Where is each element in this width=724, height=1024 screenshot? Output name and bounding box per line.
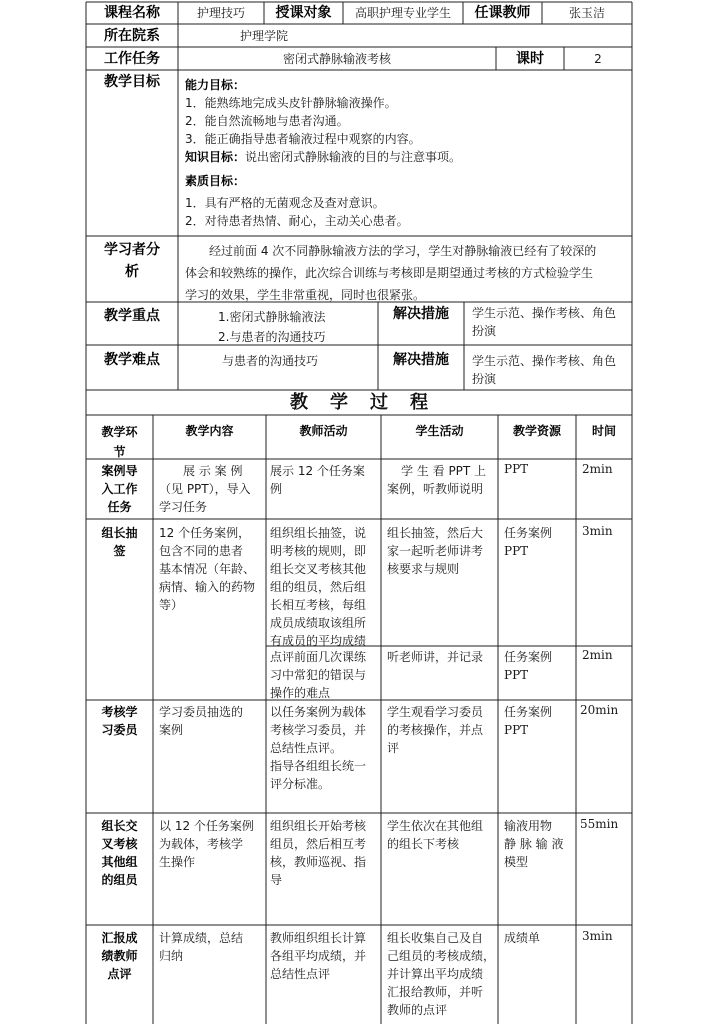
row3-student-line: 评 <box>387 741 400 755</box>
row1-resources <box>504 460 528 478</box>
analysis-text <box>185 240 596 306</box>
row5-student <box>387 929 495 1019</box>
row2-time: 3min <box>582 524 613 538</box>
row3-resource-line: 任务案例 <box>504 705 553 719</box>
header-resources: 教学资源 <box>512 424 561 438</box>
header-content: 教学内容 <box>185 424 234 438</box>
row3-resource-line: PPT <box>504 723 529 737</box>
row4-teacher-line: 导 <box>270 873 283 887</box>
header-stage <box>86 422 153 462</box>
row5-teacher-line: 总结性点评 <box>270 967 331 981</box>
header-teacher: 教师活动 <box>299 424 348 438</box>
row3-teacher-line: 指导各组组长统一 <box>270 759 367 773</box>
row3-time: 20min <box>580 703 619 717</box>
objectives-label: 教学目标 <box>104 74 160 90</box>
key-point-1: 1.密闭式静脉输液法 <box>218 310 326 324</box>
key-points-label: 教学重点 <box>104 308 160 324</box>
row4-content-line: 生操作 <box>159 855 196 869</box>
row2-student-line: 家一起听老师讲考 <box>387 544 484 558</box>
analysis-line-3: 学习的效果，学生非常重视，同时也很紧张。 <box>185 288 426 302</box>
row2-content-line: 等） <box>159 598 184 612</box>
row4-stage <box>86 817 153 889</box>
row2-stage <box>86 524 153 560</box>
row4-stage-line: 叉考核 <box>101 837 138 851</box>
row1-stage-line: 案例导 <box>101 464 138 478</box>
course-name-label: 课程名称 <box>104 5 160 21</box>
row2b-student-line: 听老师讲，并记录 <box>387 650 484 664</box>
objectives-content <box>185 76 461 230</box>
row1-student-line: 案例，听教师说明 <box>387 482 484 496</box>
row5-resources <box>504 929 540 947</box>
difficulty-text: 与患者的沟通技巧 <box>222 354 319 368</box>
row4-student-line: 的组长下考核 <box>387 837 460 851</box>
audience-value: 高职护理专业学生 <box>354 6 451 20</box>
key-solution-label: 解决措施 <box>393 306 449 322</box>
row5-student-line: 己组员的考核成绩， <box>387 949 496 963</box>
row2-teacher-line: 有成员的平均成绩 <box>270 634 367 648</box>
difficulties-label: 教学难点 <box>104 352 160 368</box>
header-student: 学生活动 <box>415 424 464 438</box>
difficulty-solution-line-2: 扮演 <box>472 372 497 386</box>
row1-content-line: 展 示 案 例 <box>183 464 243 478</box>
row1-student <box>387 462 486 498</box>
course-name-value: 护理技巧 <box>196 6 245 20</box>
row4-content-line: 为载体，考核学 <box>159 837 244 851</box>
row1-time: 2min <box>582 462 613 476</box>
row4-teacher-line: 核，教师巡视、指 <box>270 855 367 869</box>
row4-resources <box>504 817 563 871</box>
row5-student-line: 组长收集自己及自 <box>387 931 484 945</box>
row1-student-line: 学 生 看 PPT 上 <box>401 464 487 478</box>
row2-resource-line: PPT <box>504 544 529 558</box>
row3-teacher-line: 评分标准。 <box>270 777 331 791</box>
quality-title: 素质目标： <box>185 174 246 188</box>
row4-stage-line: 组长交 <box>101 819 138 833</box>
header-stage-line2: 节 <box>113 445 126 459</box>
ability-title: 能力目标： <box>185 78 246 92</box>
row4-stage-line: 的组员 <box>101 873 138 887</box>
row4-teacher-line: 组员，然后相互考 <box>270 837 367 851</box>
teacher-label: 任课教师 <box>474 5 531 21</box>
row4-stage-line: 其他组 <box>101 855 138 869</box>
row5-time: 3min <box>582 929 613 943</box>
row5-content <box>159 929 243 965</box>
row1-stage <box>86 462 153 516</box>
row2-stage-line: 签 <box>113 544 126 558</box>
knowledge-title: 知识目标： <box>185 150 246 164</box>
row1-teacher-line: 展示 12 个任务案 <box>270 464 365 478</box>
row5-resource-line: 成绩单 <box>504 931 541 945</box>
difficulty-solution-label: 解决措施 <box>393 352 449 368</box>
hours-value: 2 <box>594 52 602 66</box>
row2-stage-line: 组长抽 <box>101 526 138 540</box>
teacher-value: 张玉洁 <box>568 6 605 20</box>
row3-stage-line: 考核学 <box>101 705 138 719</box>
row2b-teacher <box>270 648 366 702</box>
row5-stage-line: 汇报成 <box>101 931 138 945</box>
ability-item-2: 2．能自然流畅地与患者沟通。 <box>185 114 349 128</box>
row1-content <box>159 462 251 516</box>
row4-content <box>159 817 254 871</box>
row4-teacher <box>270 817 366 889</box>
row2b-teacher-line: 点评前面几次课练 <box>270 650 367 664</box>
ability-item-3: 3．能正确指导患者输液过程中观察的内容。 <box>185 132 421 146</box>
key-solution-line-2: 扮演 <box>472 324 497 338</box>
analysis-label-line1: 学习者分 <box>104 242 160 258</box>
row5-stage <box>86 929 153 983</box>
row4-resource-line: 静 脉 输 液 <box>504 837 564 851</box>
row1-resource-line: PPT <box>504 462 529 476</box>
difficulty-solution-line-1: 学生示范、操作考核、角色 <box>472 354 617 368</box>
quality-item-1: 1．具有严格的无菌观念及查对意识。 <box>185 196 385 210</box>
row2b-student <box>387 648 483 666</box>
row4-student-line: 学生依次在其他组 <box>387 819 484 833</box>
row2-teacher-line: 组织组长抽签，说 <box>270 526 367 540</box>
row2-content-line: 基本情况（年龄、 <box>159 562 256 576</box>
row3-teacher <box>270 703 366 793</box>
analysis-line-2: 体会和较熟练的操作，此次综合训练与考核即是期望通过考核的方式检验学生 <box>185 266 594 280</box>
row3-stage <box>86 703 153 739</box>
college-value: 护理学院 <box>240 29 289 43</box>
row2-content <box>159 524 255 614</box>
row4-time: 55min <box>580 817 619 831</box>
key-point-2: 2.与患者的沟通技巧 <box>218 330 326 344</box>
row2-student <box>387 524 483 578</box>
row1-teacher-line: 例 <box>270 482 283 496</box>
header-stage-line1: 教学环 <box>101 425 138 439</box>
row3-content-line: 学习委员抽选的 <box>159 705 244 719</box>
row2-teacher-line: 组的组员，然后组 <box>270 580 367 594</box>
row5-content-line: 归纳 <box>159 949 184 963</box>
row4-resource-line: 模型 <box>504 855 529 869</box>
row2-resources <box>504 524 552 560</box>
row3-student-line: 的考核操作，并点 <box>387 723 484 737</box>
knowledge-text: 说出密闭式静脉输液的目的与注意事项。 <box>245 150 462 164</box>
row5-teacher <box>270 929 366 983</box>
row2-teacher-line: 明考核的规则，即 <box>270 544 367 558</box>
row5-teacher-line: 各组平均成绩，并 <box>270 949 367 963</box>
college-label: 所在院系 <box>104 28 160 44</box>
row2b-resource-line: PPT <box>504 668 529 682</box>
row3-student <box>387 703 483 757</box>
row5-student-line: 教师的点评 <box>387 1003 448 1017</box>
header-time: 时间 <box>591 424 616 438</box>
row2-teacher-line: 组长交叉考核其他 <box>270 562 367 576</box>
analysis-line-1: 经过前面 4 次不同静脉输液方法的学习，学生对静脉输液已经有了较深的 <box>209 244 597 258</box>
row3-stage-line: 习委员 <box>101 723 138 737</box>
row2-student-line: 组长抽签，然后大 <box>387 526 484 540</box>
row1-stage-line: 入工作 <box>101 482 138 496</box>
row2b-time: 2min <box>582 648 613 662</box>
row2-student-line: 核要求与规则 <box>387 562 460 576</box>
row3-teacher-line: 以任务案例为载体 <box>270 705 367 719</box>
row5-stage-line: 点评 <box>107 967 132 981</box>
row3-resources <box>504 703 552 739</box>
row4-teacher-line: 组织组长开始考核 <box>270 819 367 833</box>
process-title: 教学过程 <box>290 392 450 413</box>
row1-content-line: （见 PPT），导入 <box>159 482 251 496</box>
key-solution-line-1: 学生示范、操作考核、角色 <box>472 306 617 320</box>
row3-content-line: 案例 <box>159 723 184 737</box>
row5-student-line: 并计算出平均成绩 <box>387 967 484 981</box>
row5-content-line: 计算成绩，总结 <box>159 931 244 945</box>
row1-stage-line: 任务 <box>107 500 132 514</box>
row4-resource-line: 输液用物 <box>504 819 553 833</box>
row5-stage-line: 绩教师 <box>101 949 138 963</box>
row2-content-line: 包含不同的患者 <box>159 544 244 558</box>
row2b-resource-line: 任务案例 <box>504 650 553 664</box>
row5-teacher-line: 教师组织组长计算 <box>270 931 367 945</box>
row1-teacher <box>270 462 365 498</box>
row5-student-line: 汇报给教师，并听 <box>387 985 484 999</box>
row3-student-line: 学生观看学习委员 <box>387 705 484 719</box>
row4-student <box>387 817 483 853</box>
row2-content-line: 病情、输入的药物 <box>159 580 256 594</box>
row2-teacher <box>270 524 366 650</box>
task-value: 密闭式静脉输液考核 <box>282 52 391 66</box>
row3-teacher-line: 考核学习委员，并 <box>270 723 367 737</box>
row2b-teacher-line: 操作的难点 <box>270 686 331 700</box>
analysis-label-line2: 析 <box>125 264 139 280</box>
row4-content-line: 以 12 个任务案例 <box>159 819 254 833</box>
row2-teacher-line: 长相互考核，每组 <box>270 598 367 612</box>
audience-label: 授课对象 <box>275 5 332 21</box>
row2-resource-line: 任务案例 <box>504 526 553 540</box>
row2-teacher-line: 成员成绩取该组所 <box>270 616 367 630</box>
row3-teacher-line: 总结性点评。 <box>270 741 343 755</box>
quality-item-2: 2．对待患者热情、耐心，主动关心患者。 <box>185 214 409 228</box>
task-label: 工作任务 <box>104 51 160 67</box>
row2-content-line: 12 个任务案例， <box>159 526 251 540</box>
row2b-resources <box>504 648 552 684</box>
row1-content-line: 学习任务 <box>159 500 208 514</box>
ability-item-1: 1．能熟练地完成头皮针静脉输液操作。 <box>185 96 397 110</box>
row2b-teacher-line: 习中常犯的错误与 <box>270 668 367 682</box>
hours-label: 课时 <box>516 51 544 67</box>
row3-content <box>159 703 243 739</box>
